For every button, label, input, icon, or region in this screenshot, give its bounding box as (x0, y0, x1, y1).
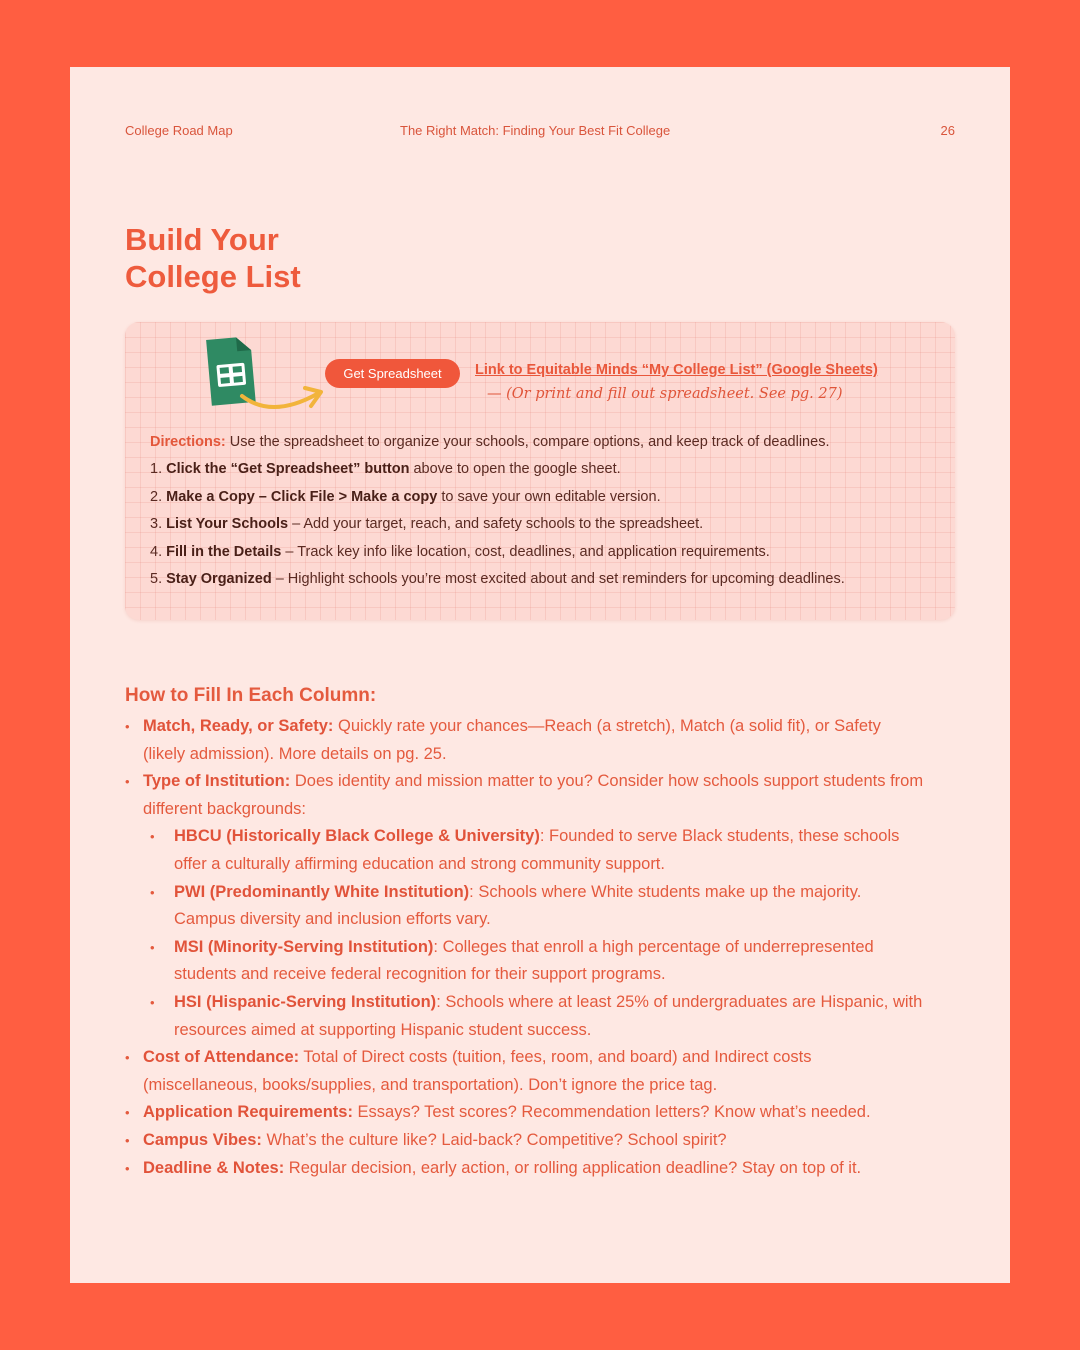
column-item-match (125, 713, 925, 768)
institution-type-text: : Schools where White students make up the majority. Campus diversity and inclusion efforts vary. (174, 882, 862, 929)
column-item-text: What’s the culture like? Laid-back? Competitive? School spirit? (261, 1130, 727, 1149)
column-item-text: Total of Direct costs (tuition, fees, room, and board) and Indirect costs (miscellaneous, books/supplies, and transportation). Don’t ignore the price tag. (143, 1048, 812, 1094)
institution-type-hsi (143, 989, 925, 1044)
step-title: Make a Copy – Click File > Make a copy (166, 488, 438, 505)
step-title: Stay Organized (166, 571, 272, 588)
column-item-text: Essays? Test scores? Recommendation letters? Know what’s needed. (352, 1103, 871, 1122)
step-item (150, 571, 845, 599)
column-item-text: Quickly rate your chances—Reach (a stretch), Match (a solid fit), or Safety (likely admission). More details on pg. 25. (143, 717, 881, 763)
column-guide-section (125, 683, 925, 1182)
college-list-sheet-link[interactable]: Link to Equitable Minds “My College List” (Google Sheets) (475, 362, 878, 378)
step-item (150, 489, 845, 517)
institution-type-msi (143, 934, 925, 989)
column-item-title: Cost of Attendance: (143, 1048, 300, 1067)
directions-body: Use the spreadsheet to organize your schools, compare options, and keep track of deadlines. (225, 434, 830, 450)
column-item-title: Deadline & Notes: (143, 1158, 285, 1177)
directions-text (150, 434, 940, 450)
page-header (125, 123, 955, 143)
header-book-title: College Road Map (125, 123, 233, 138)
step-number: 3. (150, 516, 163, 533)
institution-type-title: MSI (Minority-Serving Institution) (174, 937, 434, 956)
column-item-title: Application Requirements: (143, 1103, 353, 1122)
step-item (150, 544, 845, 572)
institution-type-title: PWI (Predominantly White Institution) (174, 882, 470, 901)
print-note: — (Or print and fill out spreadsheet. See pg. 27) (487, 386, 843, 402)
step-text: – Add your target, reach, and safety schools to the spreadsheet. (288, 516, 704, 533)
institution-type-pwi (143, 879, 925, 934)
step-item (150, 516, 845, 544)
step-text: – Highlight schools you’re most excited about and set reminders for upcoming deadlines. (271, 571, 845, 588)
step-title: Fill in the Details (166, 543, 282, 560)
column-item-title: Match, Ready, or Safety: (143, 717, 334, 735)
step-number: 1. (150, 461, 163, 477)
step-number: 4. (150, 543, 163, 560)
step-text: to save your own editable version. (437, 488, 661, 505)
column-guide-list (125, 713, 925, 1182)
column-guide-heading: How to Fill In Each Column: (125, 685, 377, 706)
column-item-requirements (125, 1099, 925, 1127)
page-title (125, 221, 301, 295)
column-item-text: Does identity and mission matter to you? Consider how schools support students from different backgrounds: (143, 772, 924, 818)
column-item-institution-type (125, 768, 925, 1044)
document-page (70, 67, 1010, 1283)
institution-type-text: : Colleges that enroll a high percentage of underrepresented students and receive federal recognition for their support programs. (174, 937, 874, 984)
header-chapter-title: The Right Match: Finding Your Best Fit College (400, 123, 671, 138)
institution-types-list (143, 823, 925, 1044)
page-title-line-2: College List (125, 259, 301, 294)
page-title-line-1: Build Your (125, 222, 279, 257)
column-item-cost (125, 1044, 925, 1099)
step-number: 2. (150, 488, 163, 505)
column-item-title: Campus Vibes: (143, 1130, 262, 1149)
step-text: above to open the google sheet. (409, 461, 621, 477)
curved-arrow-icon (237, 374, 327, 419)
directions-label: Directions: (150, 434, 226, 450)
step-item (150, 461, 845, 489)
get-spreadsheet-button[interactable]: Get Spreadsheet (325, 359, 460, 388)
step-number: 5. (150, 571, 163, 588)
institution-type-title: HSI (Hispanic-Serving Institution) (174, 992, 437, 1011)
step-title: Click the “Get Spreadsheet” button (166, 461, 410, 477)
column-item-title: Type of Institution: (143, 772, 291, 791)
column-item-campus-vibes (125, 1127, 925, 1155)
steps-list (150, 461, 845, 599)
institution-type-hbcu (143, 823, 925, 878)
institution-type-text: : Schools where at least 25% of undergraduates are Hispanic, with resources aimed at supporting Hispanic student success. (174, 992, 923, 1039)
step-text: – Track key info like location, cost, deadlines, and application requirements. (281, 543, 770, 560)
step-title: List Your Schools (166, 516, 289, 533)
column-item-deadline (125, 1155, 925, 1183)
institution-type-text: : Founded to serve Black students, these schools offer a culturally affirming education and strong community support. (174, 827, 900, 873)
page-number: 26 (940, 123, 955, 138)
spreadsheet-box (125, 322, 955, 620)
institution-type-title: HBCU (Historically Black College & University) (174, 827, 540, 846)
column-item-text: Regular decision, early action, or rolling application deadline? Stay on top of it. (284, 1158, 862, 1177)
